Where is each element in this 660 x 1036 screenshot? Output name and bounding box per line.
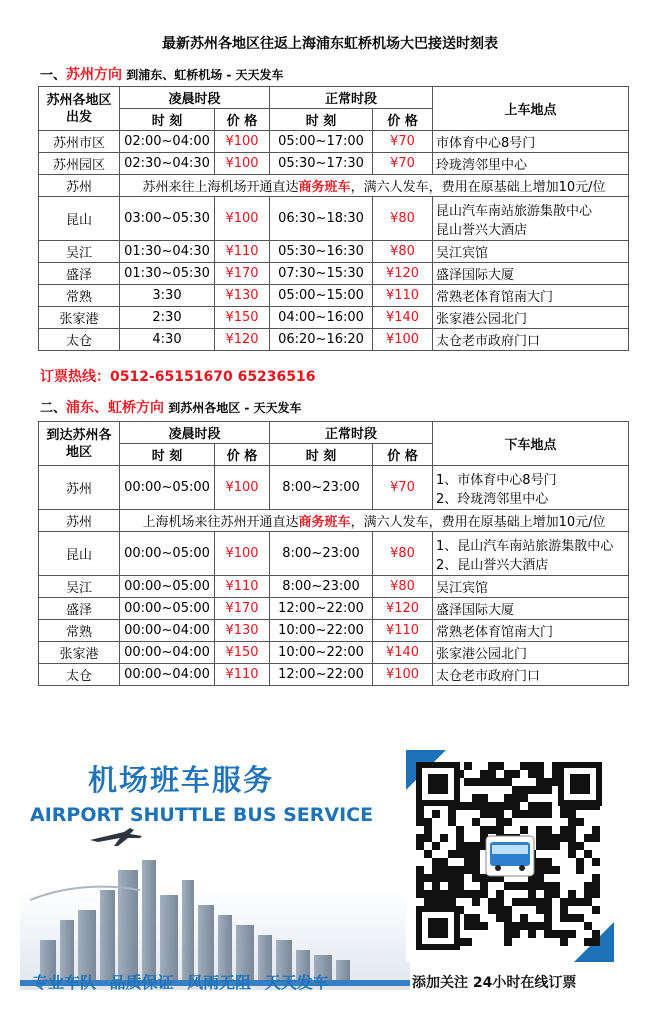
normal-time-cell: 05:00~15:00 xyxy=(270,285,373,307)
early-time-cell: 00:00~05:00 xyxy=(120,576,215,598)
header-normal-time: 时 刻 xyxy=(270,109,373,131)
normal-price-cell: ¥70 xyxy=(373,466,433,510)
header-location: 下车地点 xyxy=(433,422,629,466)
location-line: 张家港公园北门 xyxy=(436,647,528,662)
note-highlight: 商务班车 xyxy=(298,515,351,530)
header-early: 凌晨时段 xyxy=(120,422,270,444)
table-row xyxy=(39,241,629,263)
early-price-cell: ¥120 xyxy=(215,329,270,351)
early-time-cell: 01:30~04:30 xyxy=(120,241,215,263)
header-normal-price: 价 格 xyxy=(373,444,433,466)
area-cell: 昆山 xyxy=(39,197,120,241)
area-cell: 苏州 xyxy=(39,510,120,532)
early-price-cell: ¥100 xyxy=(215,153,270,175)
location-cell xyxy=(433,197,629,241)
early-price-cell: ¥100 xyxy=(215,131,270,153)
normal-time-cell: 12:00~22:00 xyxy=(270,598,373,620)
early-time-cell: 00:00~04:00 xyxy=(120,642,215,664)
header-early-price: 价 格 xyxy=(215,444,270,466)
location-cell xyxy=(433,532,629,576)
location-cell xyxy=(433,664,629,686)
area-cell: 太仓 xyxy=(39,329,120,351)
location-line: 1、市体育中心8号门 xyxy=(436,472,557,488)
note-text: ，满六人发车，费用在原基础上增加10元/位 xyxy=(350,180,606,195)
location-line: 2、玲珑湾邻里中心 xyxy=(436,491,549,507)
area-cell: 苏州市区 xyxy=(39,131,120,153)
early-time-cell: 3:30 xyxy=(120,285,215,307)
table-row xyxy=(39,642,629,664)
early-time-cell: 00:00~05:00 xyxy=(120,598,215,620)
header-area: 到达苏州各地区 xyxy=(39,422,120,466)
normal-time-cell: 12:00~22:00 xyxy=(270,664,373,686)
normal-price-cell: ¥120 xyxy=(373,598,433,620)
table-row xyxy=(39,329,629,351)
location-line: 吴江宾馆 xyxy=(436,246,489,261)
early-time-cell: 03:00~05:30 xyxy=(120,197,215,241)
page-title: 最新苏州各地区往返上海浦东虹桥机场大巴接送时刻表 xyxy=(162,36,498,52)
note-highlight: 商务班车 xyxy=(298,180,351,195)
area-cell: 吴江 xyxy=(39,576,120,598)
table-row xyxy=(39,197,629,241)
area-cell: 苏州 xyxy=(39,466,120,510)
area-cell: 苏州园区 xyxy=(39,153,120,175)
location-cell xyxy=(433,307,629,329)
normal-price-cell: ¥110 xyxy=(373,285,433,307)
section1-rest: 到浦东、虹桥机场 - 天天发车 xyxy=(122,68,284,82)
early-time-cell: 4:30 xyxy=(120,329,215,351)
area-cell: 常熟 xyxy=(39,285,120,307)
location-line: 张家港公园北门 xyxy=(436,312,528,327)
table-row xyxy=(39,153,629,175)
normal-time-cell: 8:00~23:00 xyxy=(270,466,373,510)
location-cell xyxy=(433,598,629,620)
table-row xyxy=(39,664,629,686)
bus-icon xyxy=(486,836,534,876)
location-line: 昆山汽车南站旅游集散中心 xyxy=(436,203,593,219)
header-area: 苏州各地区出发 xyxy=(39,87,120,131)
table-row xyxy=(39,620,629,642)
normal-time-cell: 05:30~17:30 xyxy=(270,153,373,175)
schedule-table-1 xyxy=(38,86,629,351)
location-cell xyxy=(433,153,629,175)
section2-heading xyxy=(40,397,302,417)
area-cell: 常熟 xyxy=(39,620,120,642)
location-line: 市体育中心8号门 xyxy=(436,136,536,151)
early-time-cell: 00:00~05:00 xyxy=(120,466,215,510)
early-time-cell: 01:30~05:30 xyxy=(120,263,215,285)
early-price-cell: ¥170 xyxy=(215,598,270,620)
location-line: 玲珑湾邻里中心 xyxy=(436,158,528,173)
early-price-cell: ¥150 xyxy=(215,307,270,329)
early-time-cell: 00:00~04:00 xyxy=(120,620,215,642)
area-cell: 盛泽 xyxy=(39,598,120,620)
section2-prefix: 二、 xyxy=(40,401,67,416)
airplane-icon xyxy=(90,828,142,846)
business-shuttle-note xyxy=(120,175,629,197)
normal-time-cell: 06:20~16:20 xyxy=(270,329,373,351)
area-cell: 苏州 xyxy=(39,175,120,197)
normal-time-cell: 06:30~18:30 xyxy=(270,197,373,241)
normal-time-cell: 04:00~16:00 xyxy=(270,307,373,329)
table-row xyxy=(39,131,629,153)
location-line: 盛泽国际大厦 xyxy=(436,268,515,283)
header-normal-time: 时 刻 xyxy=(270,444,373,466)
normal-price-cell: ¥80 xyxy=(373,197,433,241)
location-cell xyxy=(433,241,629,263)
normal-price-cell: ¥70 xyxy=(373,131,433,153)
header-early: 凌晨时段 xyxy=(120,87,270,109)
table-row xyxy=(39,285,629,307)
normal-time-cell: 10:00~22:00 xyxy=(270,620,373,642)
normal-price-cell: ¥120 xyxy=(373,263,433,285)
booking-hotline: 订票热线：0512-65151670 65236516 xyxy=(40,369,316,385)
location-cell xyxy=(433,131,629,153)
banner-slogan: 专业车队 品质保证 风雨无阻 天天发车 xyxy=(32,973,329,992)
location-line: 常熟老体育馆南大门 xyxy=(436,625,554,640)
table-row xyxy=(39,576,629,598)
early-time-cell: 02:00~04:00 xyxy=(120,131,215,153)
normal-time-cell: 8:00~23:00 xyxy=(270,532,373,576)
location-line: 1、昆山汽车南站旅游集散中心 xyxy=(436,538,614,554)
early-time-cell: 2:30 xyxy=(120,307,215,329)
area-cell: 盛泽 xyxy=(39,263,120,285)
early-price-cell: ¥170 xyxy=(215,263,270,285)
normal-price-cell: ¥80 xyxy=(373,576,433,598)
location-line: 常熟老体育馆南大门 xyxy=(436,290,554,305)
table-row xyxy=(39,532,629,576)
business-shuttle-note xyxy=(120,510,629,532)
section1-heading xyxy=(40,64,284,84)
location-line: 太仓老市政府门口 xyxy=(436,334,541,349)
location-line: 太仓老市政府门口 xyxy=(436,669,541,684)
early-price-cell: ¥110 xyxy=(215,241,270,263)
location-cell xyxy=(433,576,629,598)
normal-price-cell: ¥80 xyxy=(373,241,433,263)
location-cell xyxy=(433,642,629,664)
header-normal-price: 价 格 xyxy=(373,109,433,131)
normal-time-cell: 05:00~17:00 xyxy=(270,131,373,153)
early-time-cell: 00:00~04:00 xyxy=(120,664,215,686)
table-row xyxy=(39,175,629,197)
early-price-cell: ¥110 xyxy=(215,664,270,686)
header-early-time: 时 刻 xyxy=(120,444,215,466)
normal-price-cell: ¥140 xyxy=(373,642,433,664)
banner-en-title: AIRPORT SHUTTLE BUS SERVICE xyxy=(30,804,374,826)
early-price-cell: ¥110 xyxy=(215,576,270,598)
early-price-cell: ¥130 xyxy=(215,620,270,642)
normal-price-cell: ¥140 xyxy=(373,307,433,329)
area-cell: 昆山 xyxy=(39,532,120,576)
area-cell: 吴江 xyxy=(39,241,120,263)
section2-rest: 到苏州各地区 - 天天发车 xyxy=(164,401,302,415)
location-cell xyxy=(433,329,629,351)
table-row xyxy=(39,466,629,510)
table-row xyxy=(39,307,629,329)
early-price-cell: ¥100 xyxy=(215,466,270,510)
section1-direction: 苏州方向 xyxy=(66,67,123,83)
location-cell xyxy=(433,620,629,642)
qr-caption: 添加关注 24小时在线订票 xyxy=(412,975,577,991)
table-row xyxy=(39,510,629,532)
early-time-cell: 02:30~04:30 xyxy=(120,153,215,175)
area-cell: 张家港 xyxy=(39,307,120,329)
header-early-price: 价 格 xyxy=(215,109,270,131)
early-price-cell: ¥100 xyxy=(215,197,270,241)
header-normal: 正常时段 xyxy=(270,87,433,109)
location-line: 吴江宾馆 xyxy=(436,581,489,596)
location-line: 2、昆山誉兴大酒店 xyxy=(436,557,549,573)
schedule-table-2 xyxy=(38,421,629,686)
early-price-cell: ¥130 xyxy=(215,285,270,307)
location-cell xyxy=(433,285,629,307)
early-time-cell: 00:00~05:00 xyxy=(120,532,215,576)
note-text: 苏州来往上海机场开通直达 xyxy=(142,180,299,195)
note-text: ，满六人发车，费用在原基础上增加10元/位 xyxy=(350,515,606,530)
area-cell: 太仓 xyxy=(39,664,120,686)
section1-prefix: 一、 xyxy=(40,68,67,83)
header-normal: 正常时段 xyxy=(270,422,433,444)
early-price-cell: ¥100 xyxy=(215,532,270,576)
early-price-cell: ¥150 xyxy=(215,642,270,664)
section2-direction: 浦东、虹桥方向 xyxy=(66,400,165,416)
banner-cn-title: 机场班车服务 xyxy=(88,763,275,797)
area-cell: 张家港 xyxy=(39,642,120,664)
note-text: 上海机场来往苏州开通直达 xyxy=(142,515,299,530)
normal-time-cell: 10:00~22:00 xyxy=(270,642,373,664)
table-row xyxy=(39,598,629,620)
location-line: 盛泽国际大厦 xyxy=(436,603,515,618)
normal-time-cell: 05:30~16:30 xyxy=(270,241,373,263)
qr-code-icon[interactable] xyxy=(406,750,614,962)
normal-time-cell: 8:00~23:00 xyxy=(270,576,373,598)
normal-price-cell: ¥100 xyxy=(373,664,433,686)
location-line: 昆山誉兴大酒店 xyxy=(436,222,528,238)
header-early-time: 时 刻 xyxy=(120,109,215,131)
normal-price-cell: ¥110 xyxy=(373,620,433,642)
normal-price-cell: ¥80 xyxy=(373,532,433,576)
header-location: 上车地点 xyxy=(433,87,629,131)
normal-time-cell: 07:30~15:30 xyxy=(270,263,373,285)
normal-price-cell: ¥70 xyxy=(373,153,433,175)
location-cell xyxy=(433,466,629,510)
table-row xyxy=(39,263,629,285)
location-cell xyxy=(433,263,629,285)
normal-price-cell: ¥100 xyxy=(373,329,433,351)
